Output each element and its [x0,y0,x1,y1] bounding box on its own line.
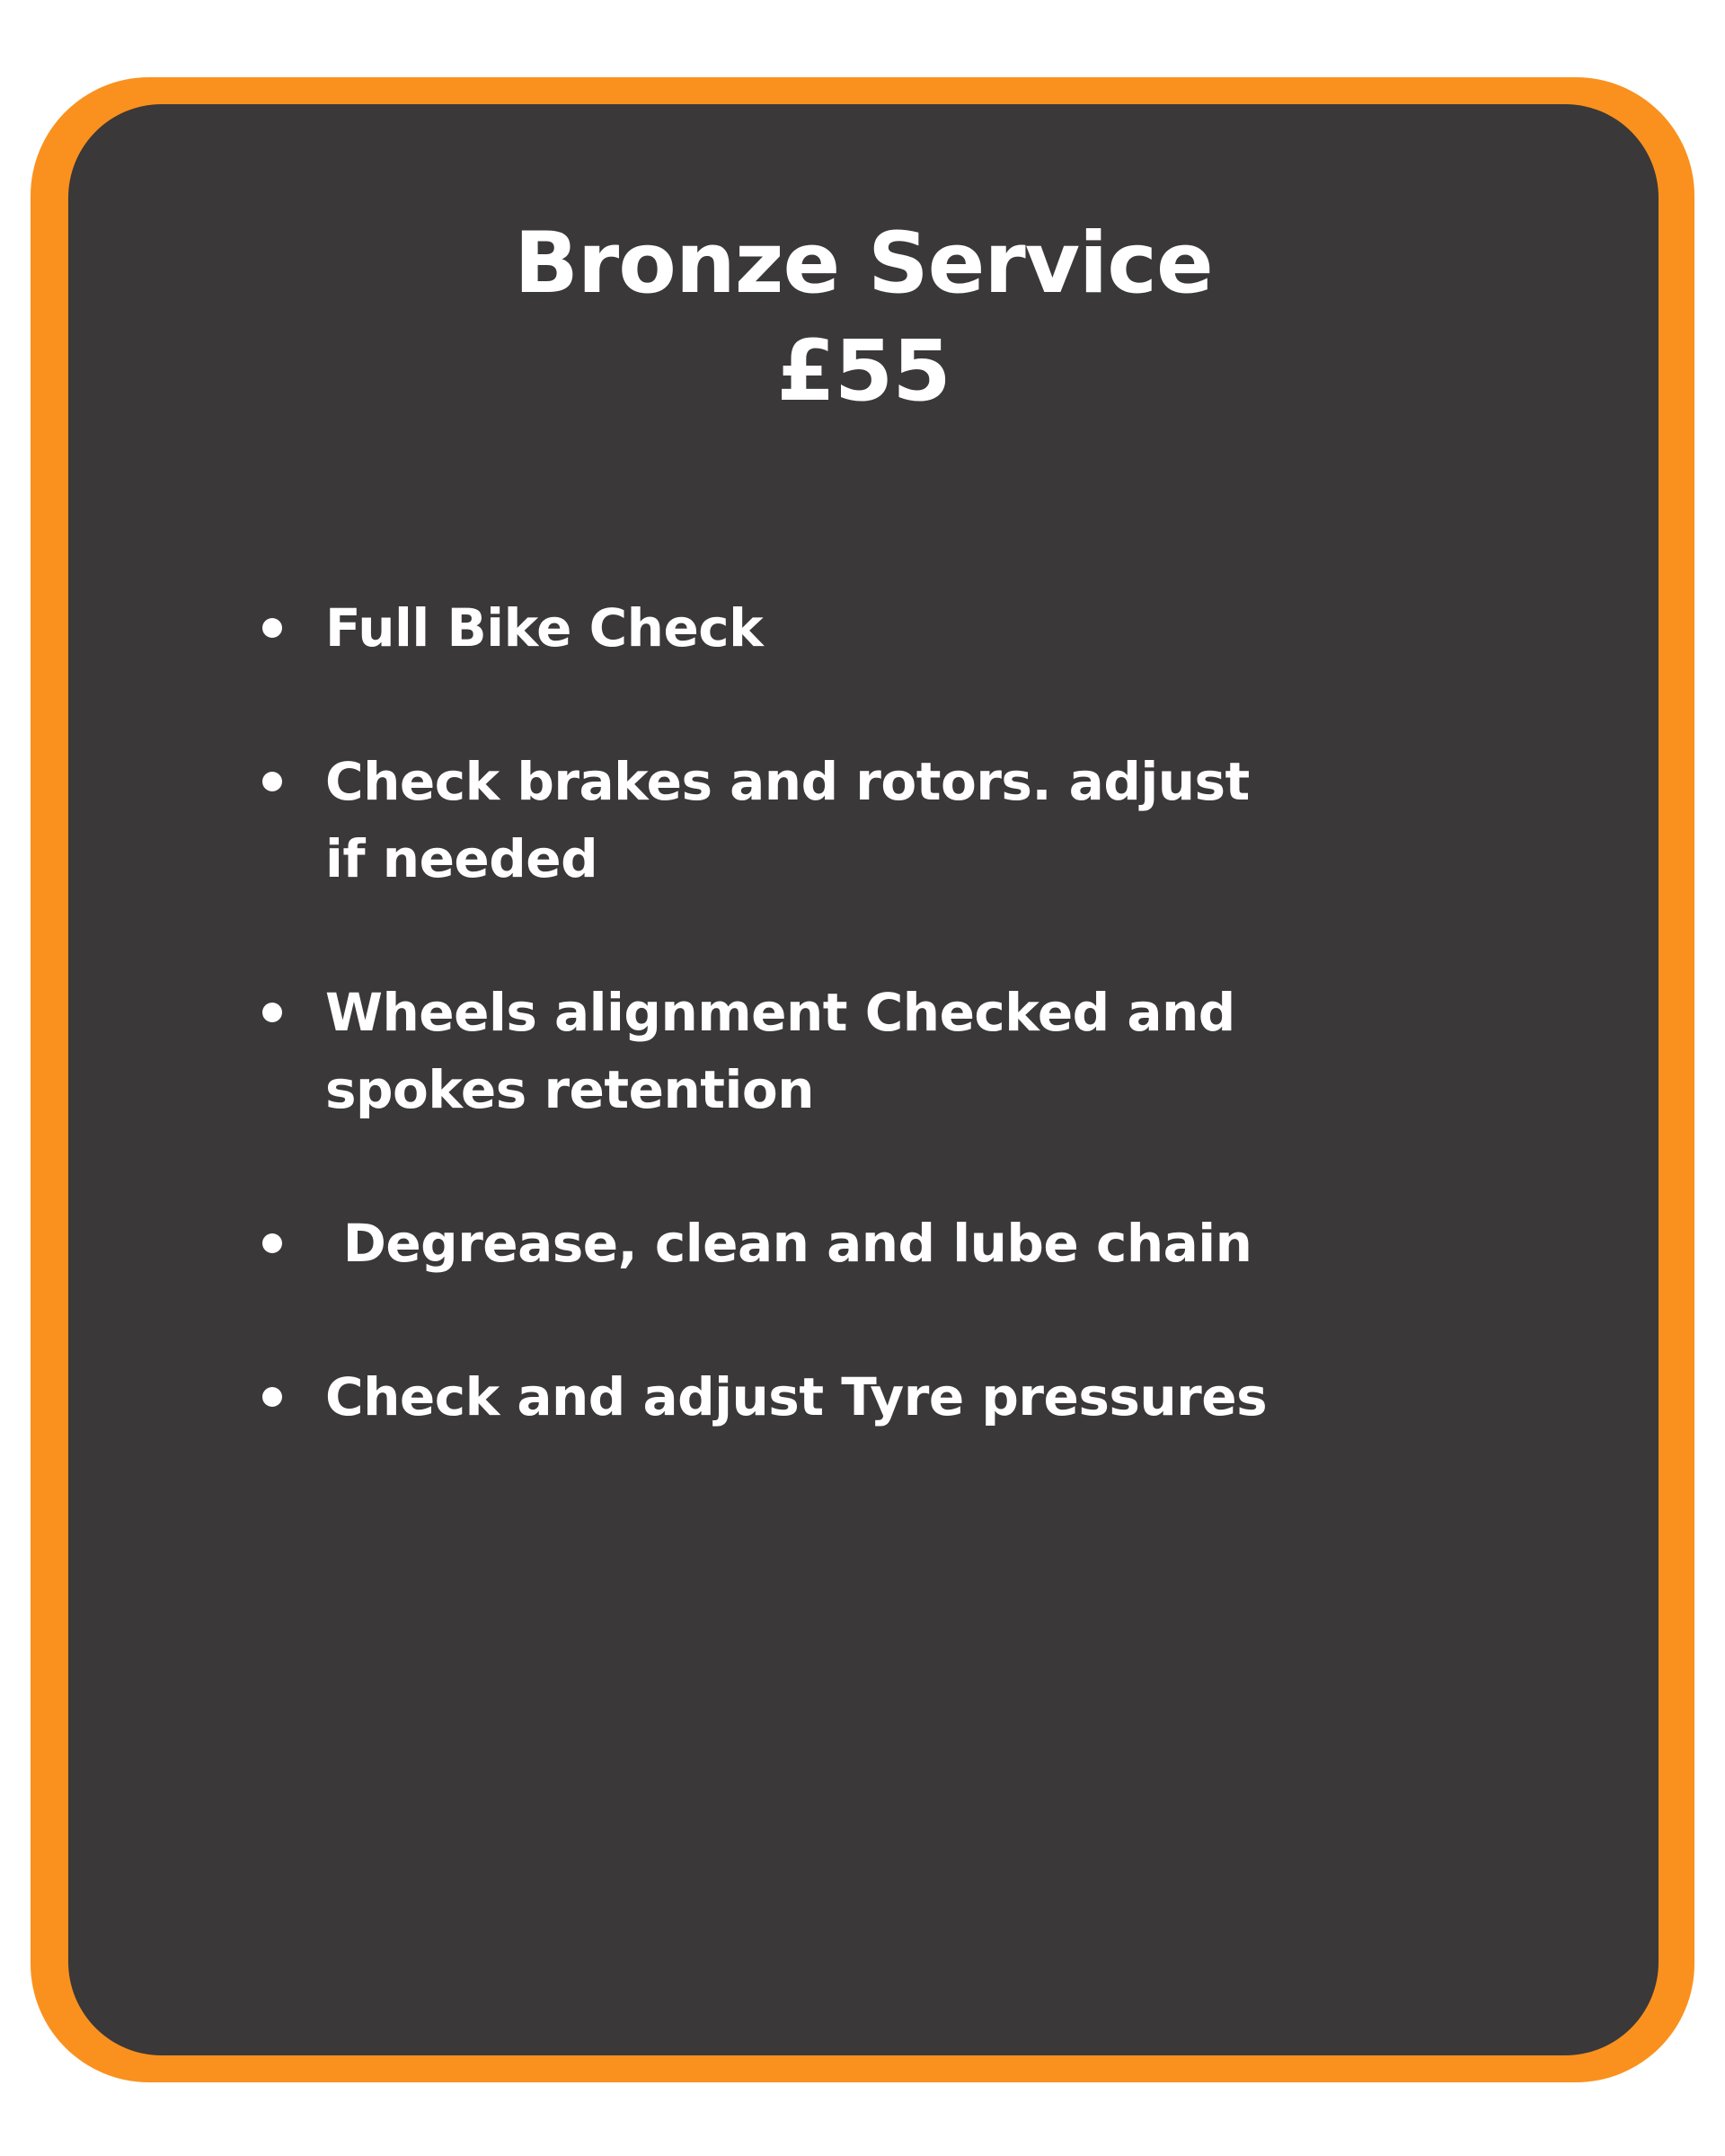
feature-list [261,589,1285,1512]
feature-item: Check and adjust Tyre pressures [261,1358,1285,1436]
card-heading [68,210,1659,426]
service-card-border [31,77,1694,2082]
service-card [68,104,1659,2055]
feature-item: Degrease, clean and lube chain [261,1205,1285,1282]
feature-item: Full Bike Check [261,589,1285,667]
feature-item: Wheels alignment Checked and spokes retention [261,974,1285,1128]
service-price: £55 [776,323,951,420]
feature-item: Check brakes and rotors. adjust if needed [261,743,1285,897]
service-title: Bronze Service [514,215,1213,313]
